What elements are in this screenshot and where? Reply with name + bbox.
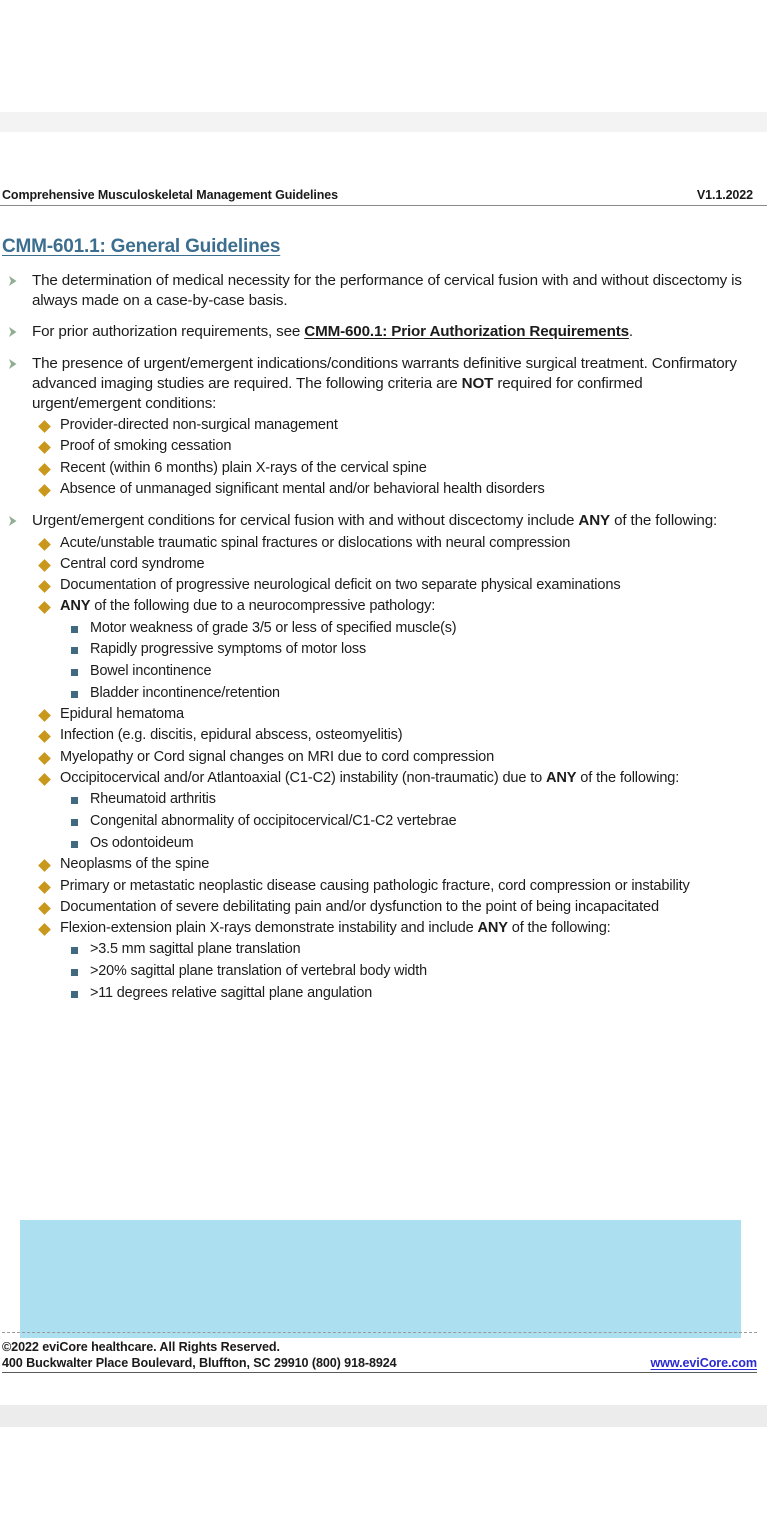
list-item-text-post: . bbox=[628, 323, 633, 341]
list-item-text: Congenital abnormality of occipitocervical/C1-C2 vertebrae bbox=[90, 812, 457, 829]
square-icon bbox=[71, 819, 78, 826]
footer-copyright: ©2022 eviCore healthcare. All Rights Reserved. bbox=[2, 1340, 280, 1354]
list-item bbox=[60, 833, 755, 855]
list-item bbox=[32, 533, 755, 554]
square-icon bbox=[71, 841, 78, 848]
sub-sub-list bbox=[60, 789, 755, 854]
list-item bbox=[60, 939, 755, 961]
highlight-block bbox=[20, 1220, 741, 1338]
guidelines-list bbox=[2, 271, 755, 1004]
sub-sub-list bbox=[60, 618, 755, 704]
square-icon bbox=[71, 969, 78, 976]
footer-divider bbox=[2, 1332, 757, 1334]
emphasis-any: ANY bbox=[60, 598, 91, 615]
diamond-icon bbox=[38, 602, 51, 615]
list-item bbox=[32, 415, 755, 436]
list-item-text-b: of the following: bbox=[610, 512, 718, 530]
header-version: V1.1.2022 bbox=[696, 188, 753, 202]
list-item-text: Bladder incontinence/retention bbox=[90, 684, 280, 701]
page-title: CMM-601.1: General Guidelines bbox=[2, 236, 281, 257]
list-item-text: Neoplasms of the spine bbox=[60, 856, 210, 873]
diamond-icon bbox=[38, 881, 51, 894]
diamond-icon bbox=[38, 773, 51, 786]
document-page bbox=[0, 132, 767, 1405]
list-item-text: Rheumatoid arthritis bbox=[90, 791, 216, 808]
list-item bbox=[32, 747, 755, 768]
diamond-icon bbox=[38, 902, 51, 915]
diamond-icon bbox=[38, 484, 51, 497]
square-icon bbox=[71, 626, 78, 633]
list-item bbox=[32, 575, 755, 596]
sub-sub-list bbox=[60, 939, 755, 1004]
document-footer bbox=[0, 1332, 767, 1373]
list-item bbox=[32, 436, 755, 457]
list-item-text: The determination of medical necessity for the performance of cervical fusion with and without discectomy is always made on a case-by-case basis. bbox=[32, 271, 742, 310]
diamond-icon bbox=[38, 859, 51, 872]
list-item-text: Documentation of progressive neurological deficit on two separate physical examinations bbox=[60, 577, 621, 594]
list-item bbox=[60, 961, 755, 983]
diamond-icon bbox=[38, 752, 51, 765]
square-icon bbox=[71, 947, 78, 954]
footer-address: 400 Buckwalter Place Boulevard, Bluffton, SC 29910 (800) 918-8924 bbox=[2, 1356, 397, 1370]
list-item bbox=[32, 596, 755, 704]
list-item-text: >3.5 mm sagittal plane translation bbox=[90, 941, 301, 958]
square-icon bbox=[71, 991, 78, 998]
sub-list bbox=[32, 415, 755, 500]
cross-reference-link[interactable]: CMM-600.1: Prior Authorization Requirements bbox=[304, 323, 629, 341]
list-item bbox=[32, 704, 755, 725]
list-item bbox=[32, 876, 755, 897]
list-item bbox=[32, 725, 755, 746]
list-item-text: Provider-directed non-surgical management bbox=[60, 417, 338, 434]
chevron-icon bbox=[8, 358, 20, 370]
list-item-text: >20% sagittal plane translation of vertebral body width bbox=[90, 963, 427, 979]
bottom-white-band bbox=[0, 1427, 767, 1534]
list-item bbox=[60, 983, 755, 1005]
list-item-text-a: Occipitocervical and/or Atlantoaxial (C1-C2) instability (non-traumatic) due to bbox=[60, 770, 547, 787]
list-item bbox=[2, 322, 755, 342]
square-icon bbox=[71, 647, 78, 654]
list-item bbox=[32, 458, 755, 479]
list-item-text-a: Urgent/emergent conditions for cervical fusion with and without discectomy include bbox=[32, 512, 579, 530]
diamond-icon bbox=[38, 923, 51, 936]
list-item bbox=[32, 897, 755, 918]
chevron-icon bbox=[8, 275, 20, 287]
list-item bbox=[60, 789, 755, 811]
list-item-text: Infection (e.g. discitis, epidural abscess, osteomyelitis) bbox=[60, 727, 403, 744]
list-item bbox=[32, 768, 755, 854]
list-item-text: Primary or metastatic neoplastic disease causing pathologic fracture, cord compression or instability bbox=[60, 877, 690, 894]
emphasis-any: ANY bbox=[578, 512, 611, 530]
diamond-icon bbox=[38, 420, 51, 433]
list-item-text: Motor weakness of grade 3/5 or less of specified muscle(s) bbox=[90, 619, 457, 636]
square-icon bbox=[71, 669, 78, 676]
bottom-gray-band bbox=[0, 1405, 767, 1427]
emphasis-any: ANY bbox=[546, 770, 577, 787]
footer-website-link[interactable]: www.eviCore.com bbox=[650, 1356, 757, 1370]
list-item bbox=[60, 811, 755, 833]
list-item-text-b: of the following: bbox=[576, 770, 680, 787]
list-item-text-b: required for confirmed urgent/emergent conditions: bbox=[32, 374, 643, 412]
list-item bbox=[2, 271, 755, 311]
list-item-text: Epidural hematoma bbox=[60, 706, 184, 723]
list-item-text: Bowel incontinence bbox=[90, 662, 212, 679]
list-item-text: Central cord syndrome bbox=[60, 555, 205, 572]
header-title: Comprehensive Musculoskeletal Management Guidelines bbox=[2, 188, 338, 202]
diamond-icon bbox=[38, 463, 51, 476]
document-content bbox=[0, 236, 767, 1015]
diamond-icon bbox=[38, 442, 51, 455]
list-item-text: Proof of smoking cessation bbox=[60, 438, 232, 455]
top-gray-band bbox=[0, 112, 767, 132]
list-item bbox=[60, 618, 755, 640]
emphasis-any: ANY bbox=[477, 920, 508, 937]
chevron-icon bbox=[8, 515, 20, 527]
list-item-text: >11 degrees relative sagittal plane angulation bbox=[90, 984, 373, 1001]
list-item bbox=[2, 511, 755, 1004]
diamond-icon bbox=[38, 731, 51, 744]
list-item-text: of the following due to a neurocompressive pathology: bbox=[90, 598, 436, 615]
list-item-text: Acute/unstable traumatic spinal fractures or dislocations with neural compression bbox=[60, 534, 571, 551]
emphasis-not: NOT bbox=[461, 374, 494, 392]
list-item bbox=[60, 639, 755, 661]
list-item-text-pre: For prior authorization requirements, see bbox=[32, 323, 305, 341]
list-item bbox=[60, 683, 755, 705]
list-item-text: Documentation of severe debilitating pain and/or dysfunction to the point of being incapacitated bbox=[60, 898, 659, 915]
diamond-icon bbox=[38, 538, 51, 551]
list-item-text: Myelopathy or Cord signal changes on MRI due to cord compression bbox=[60, 748, 495, 765]
sub-list bbox=[32, 533, 755, 1005]
document-header bbox=[0, 188, 767, 206]
chevron-icon bbox=[8, 326, 20, 338]
list-item bbox=[32, 479, 755, 500]
list-item-text: Absence of unmanaged significant mental and/or behavioral health disorders bbox=[60, 481, 545, 498]
list-item-text: Os odontoideum bbox=[90, 834, 194, 851]
list-item bbox=[32, 554, 755, 575]
list-item-text-b: of the following: bbox=[507, 920, 611, 937]
list-item-text: Rapidly progressive symptoms of motor loss bbox=[90, 641, 367, 658]
square-icon bbox=[71, 797, 78, 804]
top-white-band bbox=[0, 0, 767, 112]
list-item-text-a: Flexion-extension plain X-rays demonstrate instability and include bbox=[60, 920, 478, 937]
list-item bbox=[32, 854, 755, 875]
list-item bbox=[60, 661, 755, 683]
diamond-icon bbox=[38, 559, 51, 572]
diamond-icon bbox=[38, 580, 51, 593]
list-item-text-a: The presence of urgent/emergent indications/conditions warrants definitive surgical treatment. Confirmatory advanced imaging studies are required. The following criteria are bbox=[32, 354, 737, 392]
diamond-icon bbox=[38, 709, 51, 722]
square-icon bbox=[71, 691, 78, 698]
footer-contact-row bbox=[2, 1356, 757, 1373]
list-item bbox=[2, 354, 755, 501]
list-item-highlighted bbox=[32, 918, 755, 1004]
list-item-text: Recent (within 6 months) plain X-rays of the cervical spine bbox=[60, 459, 427, 476]
